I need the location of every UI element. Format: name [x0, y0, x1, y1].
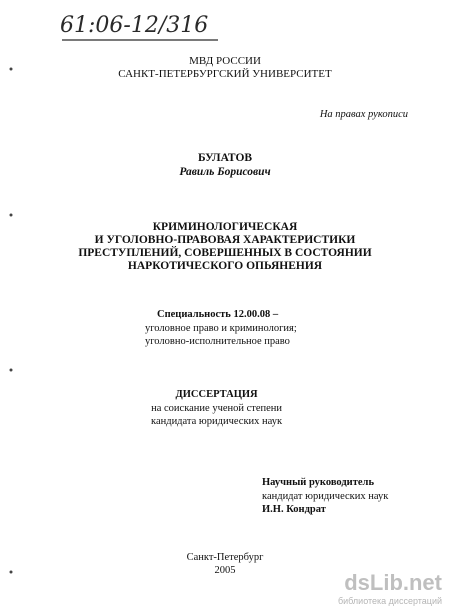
- dissertation-block: [151, 388, 282, 429]
- handwritten-catalog-number: [58, 6, 228, 46]
- supervisor-block: [262, 476, 388, 517]
- dslib-watermark: [312, 570, 442, 608]
- scan-mark: [8, 367, 14, 373]
- ministry-name: МВД РОССИИ: [189, 55, 261, 67]
- manuscript-rights-note: На правах рукописи: [319, 109, 408, 120]
- author-surname: БУЛАТОВ: [197, 152, 253, 164]
- specialty-name-1: уголовное право и криминология;: [145, 322, 297, 334]
- scan-mark: [8, 212, 14, 218]
- title-line-1: КРИМИНОЛОГИЧЕСКАЯ: [152, 221, 298, 233]
- supervisor-label: Научный руководитель: [262, 477, 374, 488]
- supervisor-name: И.Н. Кондрат: [262, 504, 326, 515]
- watermark-subtitle: библиотека диссертаций: [337, 596, 442, 606]
- dissertation-degree-2: кандидата юридических наук: [151, 416, 283, 427]
- author-given-names: Равиль Борисович: [179, 166, 271, 178]
- svg-text:61:06-12/316: 61:06-12/316: [60, 13, 209, 38]
- scan-mark: [8, 569, 14, 575]
- supervisor-degree: кандидат юридических наук: [262, 490, 389, 502]
- title-line-2: И УГОЛОВНО-ПРАВОВАЯ ХАРАКТЕРИСТИКИ: [94, 234, 356, 246]
- specialty-name-2: уголовно-исполнительное право: [145, 336, 290, 347]
- footer-year: 2005: [214, 565, 236, 576]
- specialty-block: [145, 308, 297, 349]
- specialty-code: Специальность 12.00.08 –: [157, 309, 279, 320]
- title-line-4: НАРКОТИЧЕСКОГО ОПЬЯНЕНИЯ: [127, 260, 323, 272]
- watermark-logo: dsLib.net: [344, 570, 442, 595]
- dissertation-label: ДИССЕРТАЦИЯ: [175, 389, 258, 400]
- footer-city: Санкт-Петербург: [186, 552, 264, 563]
- university-name: САНКТ-ПЕТЕРБУРГСКИЙ УНИВЕРСИТЕТ: [118, 68, 332, 80]
- title-line-3: ПРЕСТУПЛЕНИЙ, СОВЕРШЕННЫХ В СОСТОЯНИИ: [78, 247, 372, 259]
- dissertation-degree-1: на соискание ученой степени: [151, 402, 283, 414]
- scan-mark: [8, 66, 14, 72]
